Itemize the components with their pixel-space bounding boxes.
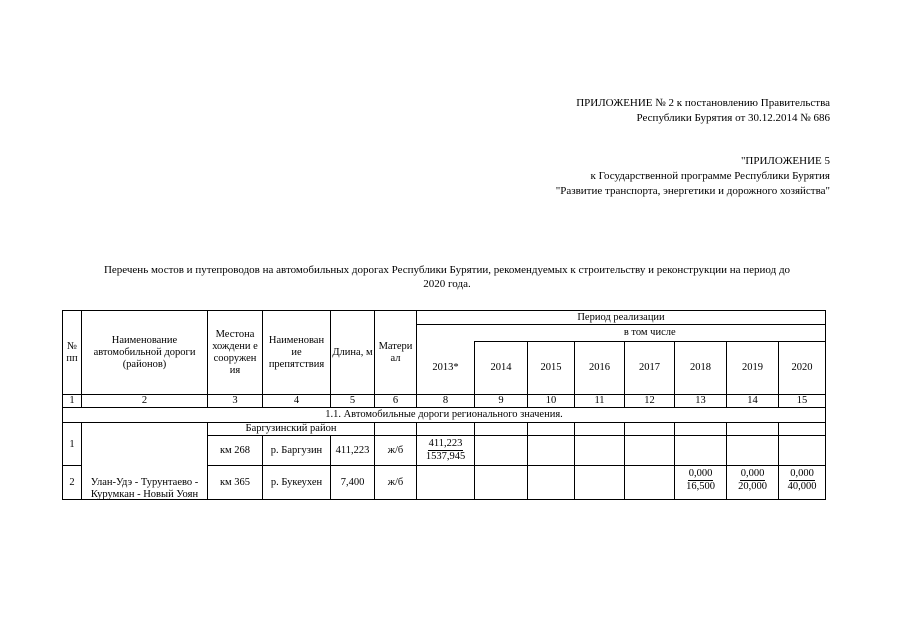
row-value-2018	[675, 466, 727, 500]
header-year: 2020	[779, 342, 826, 395]
empty-cell	[625, 436, 675, 466]
column-number: 2	[82, 395, 208, 408]
header-year: 2015	[528, 342, 575, 395]
empty-cell	[475, 436, 528, 466]
row-value-2020	[779, 466, 826, 500]
empty-cell	[625, 466, 675, 500]
empty-cell	[675, 423, 727, 436]
header-road: Наименование автомобильной дороги (районов)	[82, 311, 208, 395]
column-number: 10	[528, 395, 575, 408]
header-year: 2018	[675, 342, 727, 395]
column-number: 11	[575, 395, 625, 408]
row-location: км 365	[208, 466, 263, 500]
value-bottom: 1537,945	[425, 451, 466, 462]
empty-cell	[727, 423, 779, 436]
empty-cell	[575, 436, 625, 466]
empty-cell	[417, 466, 475, 500]
page-title	[62, 263, 832, 291]
value-bottom: 40,000	[787, 481, 817, 492]
section-title: 1.1. Автомобильные дороги регионального значения.	[63, 408, 826, 423]
header-year: 2017	[625, 342, 675, 395]
header-line: "ПРИЛОЖЕНИЕ 5	[740, 155, 830, 167]
row-length: 411,223	[331, 436, 375, 466]
empty-cell	[528, 423, 575, 436]
header-period: Период реализации	[417, 311, 826, 325]
header-year: 2014	[475, 342, 528, 395]
header-year: 2016	[575, 342, 625, 395]
road-name: Улан-Удэ - Турунтаево - Курумкан - Новый Уоян	[90, 477, 199, 499]
header-blank	[417, 325, 475, 342]
empty-cell	[675, 436, 727, 466]
value-top: 0,000	[790, 468, 814, 479]
column-number: 8	[417, 395, 475, 408]
document-header-appendix-2	[576, 96, 830, 126]
empty-cell	[375, 423, 417, 436]
column-number-row	[63, 395, 826, 408]
header-including: в том числе	[475, 325, 826, 342]
empty-cell	[528, 466, 575, 500]
row-obstacle: р. Баргузин	[263, 436, 331, 466]
row-material: ж/б	[375, 466, 417, 500]
column-number: 15	[779, 395, 826, 408]
column-number: 5	[331, 395, 375, 408]
header-obstacle: Наименован ие препятствия	[263, 311, 331, 395]
row-num: 1	[69, 439, 75, 450]
row-location: км 268	[208, 436, 263, 466]
row-num: 2	[63, 466, 82, 500]
empty-cell	[575, 423, 625, 436]
empty-cell	[727, 436, 779, 466]
header-line: "Развитие транспорта, энергетики и дорожного хозяйства"	[555, 185, 830, 197]
column-number: 6	[375, 395, 417, 408]
column-number: 12	[625, 395, 675, 408]
value-top: 411,223	[428, 438, 463, 449]
row-1-num-cell	[63, 423, 82, 466]
district-name: Баргузинский район	[208, 423, 375, 436]
header-line: к Государственной программе Республики Бурятия	[590, 170, 830, 182]
value-top: 0,000	[688, 468, 713, 479]
empty-cell	[528, 436, 575, 466]
value-bottom: 20,000	[738, 481, 767, 492]
header-num: № пп	[63, 311, 82, 395]
column-number: 3	[208, 395, 263, 408]
empty-cell	[779, 436, 826, 466]
title-line: Перечень мостов и путепроводов на автомобильных дорогах Республики Бурятии, рекомендуемых к строительству и реконструкции на период до	[103, 264, 791, 276]
bridges-table	[62, 310, 826, 500]
column-number: 14	[727, 395, 779, 408]
empty-cell	[575, 466, 625, 500]
empty-cell	[417, 423, 475, 436]
column-number: 1	[63, 395, 82, 408]
column-number: 13	[675, 395, 727, 408]
value-top: 0,000	[740, 468, 765, 479]
document-header-appendix-5	[556, 154, 830, 199]
row-length: 7,400	[331, 466, 375, 500]
column-number: 4	[263, 395, 331, 408]
header-location: Местона хождени е сооружен ия	[208, 311, 263, 395]
empty-cell	[625, 423, 675, 436]
row-value-2019	[727, 466, 779, 500]
empty-cell	[475, 423, 528, 436]
value-bottom: 16,500	[686, 481, 715, 492]
title-line: 2020 года.	[423, 278, 471, 290]
header-length: Длина, м	[331, 311, 375, 395]
column-number: 9	[475, 395, 528, 408]
header-material: Матери ал	[375, 311, 417, 395]
road-name-cell	[82, 423, 208, 500]
header-line: Республики Бурятия от 30.12.2014 № 686	[636, 112, 830, 124]
header-line: ПРИЛОЖЕНИЕ № 2 к постановлению Правительства	[576, 97, 830, 109]
empty-cell	[475, 466, 528, 500]
header-year: 2019	[727, 342, 779, 395]
row-material: ж/б	[375, 436, 417, 466]
row-obstacle: р. Букеухен	[263, 466, 331, 500]
header-year: 2013*	[417, 342, 475, 395]
empty-cell	[779, 423, 826, 436]
row-value-2013	[417, 436, 475, 466]
